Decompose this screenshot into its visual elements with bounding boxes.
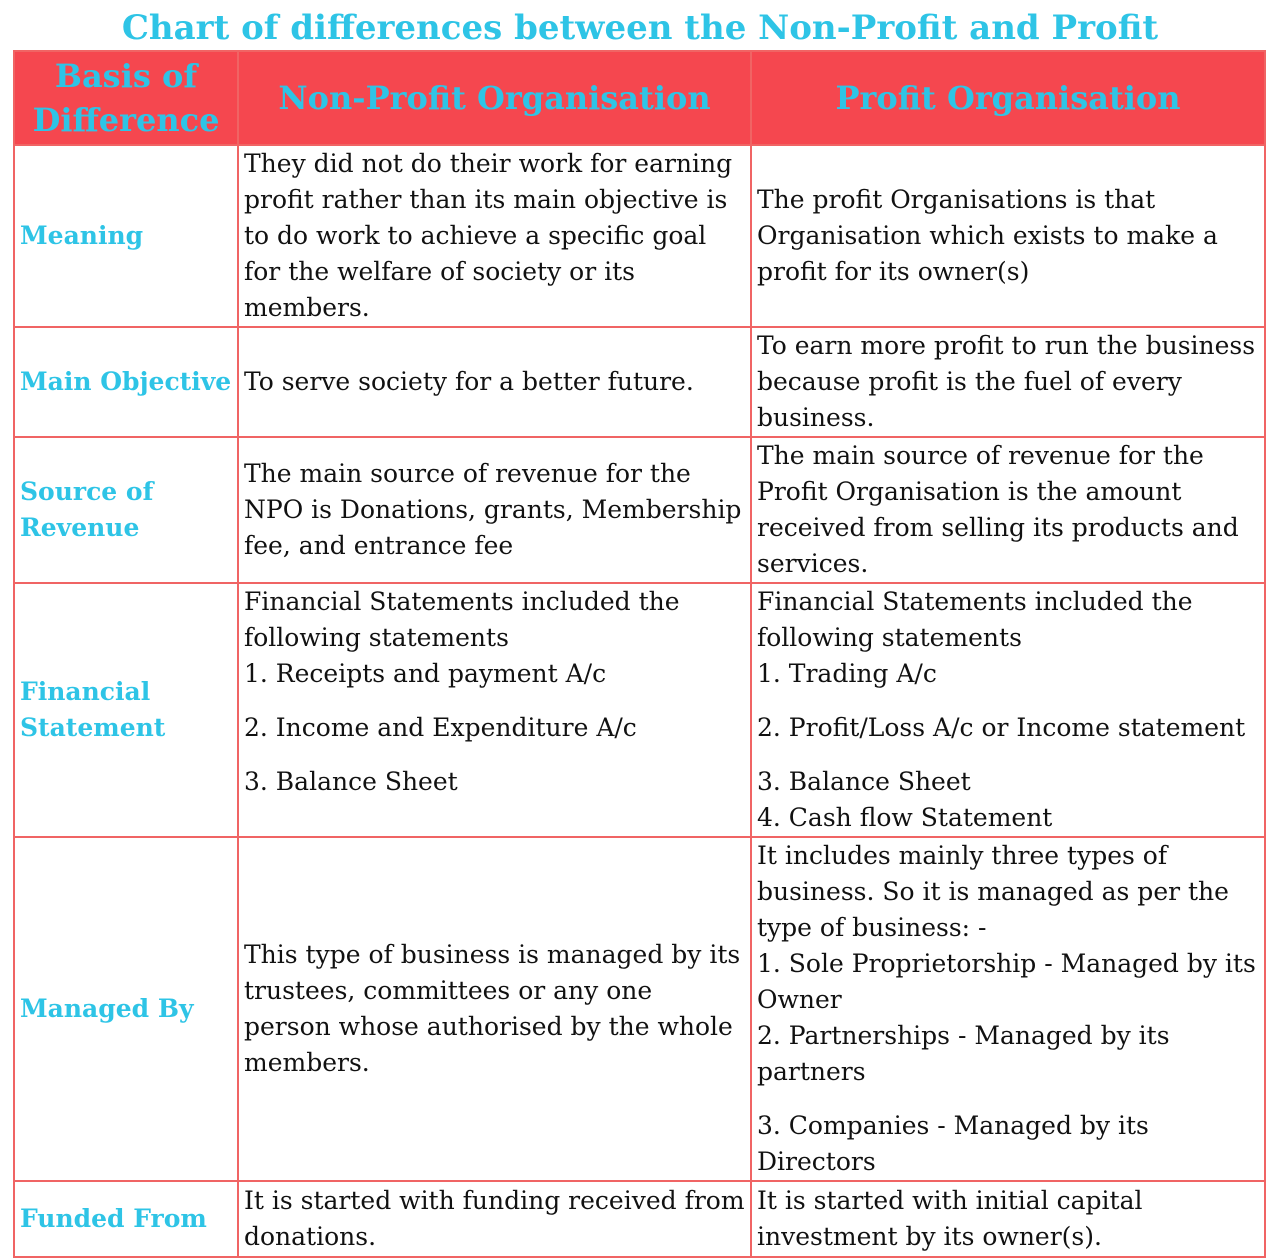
basis-source-of-revenue: Source of Revenue: [14, 437, 238, 583]
header-profit: Profit Organisation: [751, 51, 1265, 145]
non-profit-fs-intro: Financial Statements included the following statements: [244, 587, 680, 652]
profit-funded-from: It is started with initial capital investment by its owner(s).: [751, 1181, 1265, 1257]
non-profit-fs-item: 1. Receipts and payment A/c: [244, 659, 607, 688]
chart-title: Chart of differences between the Non-Profit and Profit: [121, 8, 1159, 48]
non-profit-funded-from: It is started with funding received from donations.: [238, 1181, 751, 1257]
profit-managed-item: 2. Partnerships - Managed by its partners: [757, 1021, 1170, 1086]
comparison-table: [13, 50, 1266, 1258]
row-source-of-revenue: [14, 437, 1265, 583]
non-profit-managed-by: This type of business is managed by its trustees, committees or any one person whose authorised by the whole members.: [238, 837, 751, 1181]
basis-main-objective: Main Objective: [14, 327, 238, 437]
non-profit-fs-item: 2. Income and Expenditure A/c: [244, 713, 637, 742]
non-profit-fs-item: 3. Balance Sheet: [244, 767, 458, 796]
profit-financial-statement: [751, 583, 1265, 837]
profit-fs-item: 4. Cash flow Statement: [757, 803, 1053, 832]
profit-managed-intro: It includes mainly three types of business. So it is managed as per the type of business: -: [757, 841, 1229, 942]
profit-source-of-revenue: The main source of revenue for the Profit Organisation is the amount received from selling its products and services.: [751, 437, 1265, 583]
header-row: [14, 51, 1265, 145]
profit-managed-item: 1. Sole Proprietorship - Managed by its Owner: [757, 949, 1256, 1014]
profit-meaning: The profit Organisations is that Organisation which exists to make a profit for its owner(s): [751, 145, 1265, 327]
non-profit-financial-statement: [238, 583, 751, 837]
row-financial-statement: [14, 583, 1265, 837]
row-funded-from: [14, 1181, 1265, 1257]
profit-managed-by: [751, 837, 1265, 1181]
row-managed-by: [14, 837, 1265, 1181]
profit-fs-item: 3. Balance Sheet: [757, 767, 971, 796]
row-meaning: [14, 145, 1265, 327]
non-profit-meaning: They did not do their work for earning profit rather than its main objective is to do work to achieve a specific goal for the welfare of society or its members.: [238, 145, 751, 327]
header-non-profit: Non-Profit Organisation: [238, 51, 751, 145]
basis-financial-statement: Financial Statement: [14, 583, 238, 837]
profit-fs-intro: Financial Statements included the following statements: [757, 587, 1193, 652]
non-profit-main-objective: To serve society for a better future.: [238, 327, 751, 437]
basis-funded-from: Funded From: [14, 1181, 238, 1257]
profit-main-objective: To earn more profit to run the business because profit is the fuel of every business.: [751, 327, 1265, 437]
profit-managed-item: 3. Companies - Managed by its Directors: [757, 1111, 1149, 1176]
basis-meaning: Meaning: [14, 145, 238, 327]
header-basis: Basis of Difference: [14, 51, 238, 145]
profit-fs-item: 1. Trading A/c: [757, 659, 937, 688]
row-main-objective: [14, 327, 1265, 437]
profit-fs-item: 2. Profit/Loss A/c or Income statement: [757, 713, 1246, 742]
basis-managed-by: Managed By: [14, 837, 238, 1181]
non-profit-source-of-revenue: The main source of revenue for the NPO is Donations, grants, Membership fee, and entrance fee: [238, 437, 751, 583]
